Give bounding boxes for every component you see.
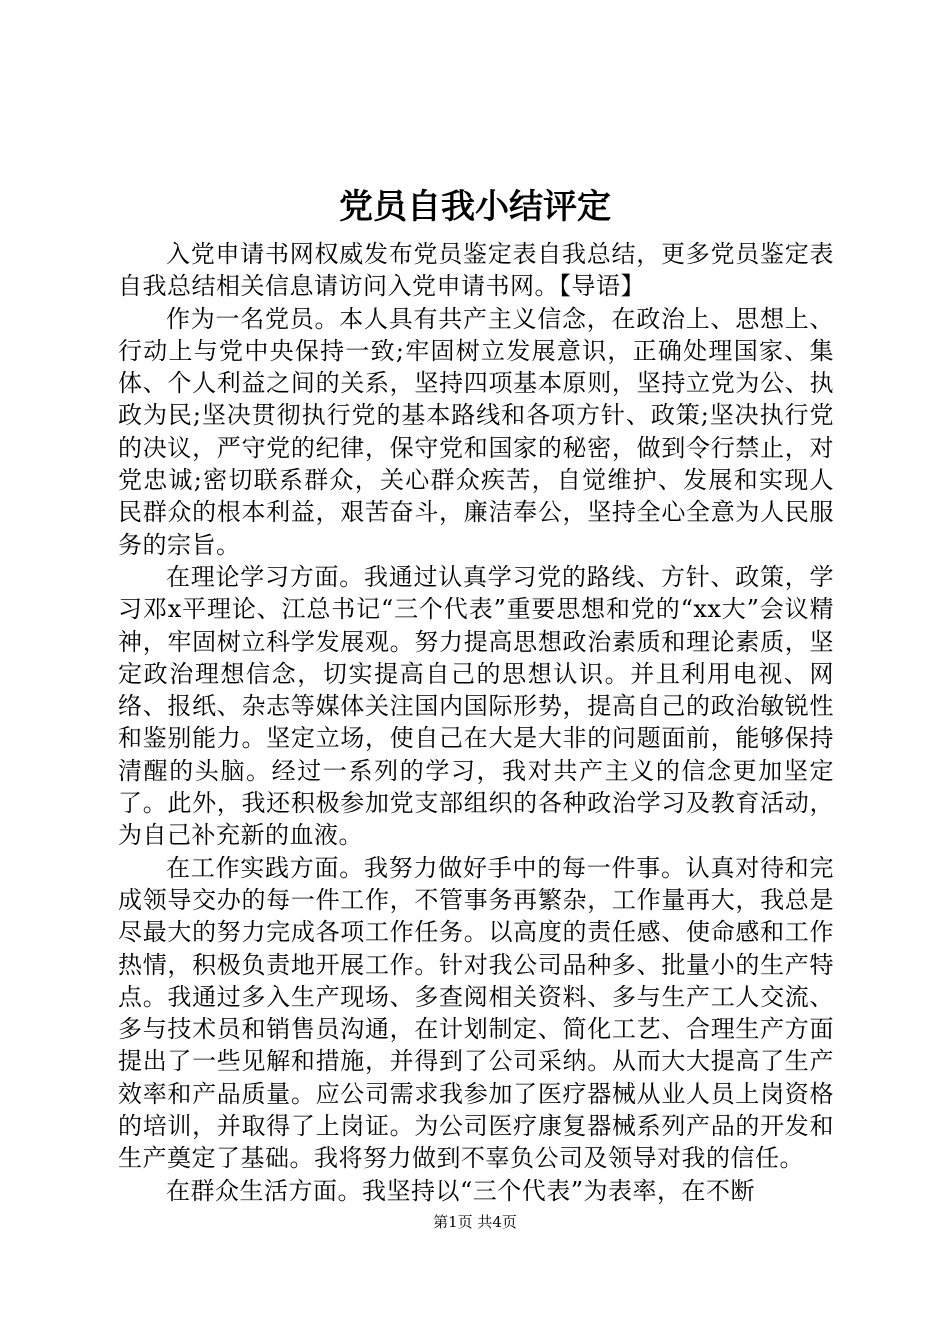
- paragraph-theory-study: 在理论学习方面。我通过认真学习党的路线、方针、政策，学习邓x平理论、江总书记“三个代表”重要思想和党的“xx大”会议精神，牢固树立科学发展观。努力提高思想政治素质和理论素质，坚定政治理想信念，切实提高自己的思想认识。并且利用电视、网络、报纸、杂志等媒体关注国内国际形势，提高自己的政治敏锐性和鉴别能力。坚定立场，使自己在大是大非的问题面前，能够保持清醒的头脑。经过一系列的学习，我对共产主义的信念更加坚定了。此外，我还积极参加党支部组织的各种政治学习及教育活动，为自己补充新的血液。: [118, 562, 834, 850]
- paragraph-mass-life: 在群众生活方面。我坚持以“三个代表”为表率，在不断: [166, 1176, 756, 1205]
- paragraph-work-practice: 在工作实践方面。我努力做好手中的每一件事。认真对待和完成领导交办的每一件工作，不管事务再繁杂，工作量再大，我总是尽最大的努力完成各项工作任务。以高度的责任感、使命感和工作热情，积极负责地开展工作。针对我公司品种多、批量小的生产特点。我通过多入生产现场、多查阅相关资料、多与生产工人交流、多与技术员和销售员沟通，在计划制定、简化工艺、合理生产方面提出了一些见解和措施，并得到了公司采纳。从而大大提高了生产效率和产品质量。应公司需求我参加了医疗器械从业人员上岗资格的培训，并取得了上岗证。为公司医疗康复器械系列产品的开发和生产奠定了基础。我将努力做到不辜负公司及领导对我的信任。: [118, 853, 834, 1173]
- paragraph-intro: 入党申请书网权威发布党员鉴定表自我总结，更多党员鉴定表自我总结相关信息请访问入党申请书网。【导语】: [118, 240, 834, 301]
- paragraph-party-member: 作为一名党员。本人具有共产主义信念，在政治上、思想上、行动上与党中央保持一致;牢固树立发展意识，正确处理国家、集体、个人利益之间的关系，坚持四项基本原则，坚持立党为公、执政为民;坚决贯彻执行党的基本路线和各项方针、政策;坚决执行党的决议，严守党的纪律，保守党和国家的秘密，做到令行禁止，对党忠诚;密切联系群众，关心群众疾苦，自觉维护、发展和实现人民群众的根本利益，艰苦奋斗，廉洁奉公，坚持全心全意为人民服务的宗旨。: [118, 304, 834, 559]
- page-number-footer: 第1页 共4页: [433, 1213, 517, 1231]
- document-body: [118, 238, 834, 1207]
- document-title: 党员自我小结评定: [339, 187, 611, 227]
